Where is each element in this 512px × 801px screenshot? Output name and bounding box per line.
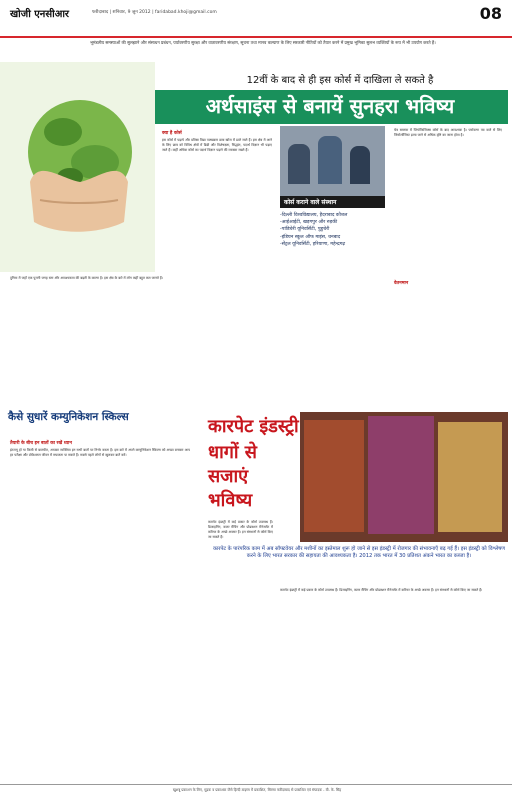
institute-item: -आईआईटी, खड़गपुर और रुड़की bbox=[280, 220, 338, 226]
carpet-roll bbox=[304, 420, 364, 532]
story1-bottom-text: दुनिया में जहाँ एक पुरानी जगह स्तर और आवश्यकता की बढ़ती के कारण है। इस क्षेत्र के बारे में लोग कहीं बहुत कम जानते हैं। bbox=[10, 276, 164, 280]
intro-text: भूमंडलीय समस्याओं की सुलझाने और संसाधन प्रबंधन, पर्यावरणीय सुरक्षा और वातावरणीय संरक्षण, सूचना तथा मानव कल्याण के लिए सरकारी नीतियों को तैयार करने में प्रमुख भूमिका सुलभ व्यक्तियों के रूप में भी उपयोग करते हैं। bbox=[90, 40, 436, 45]
footer-text: खुशबू प्रकाशन के लिए, मुद्रक व प्रकाशक जैसे हिन्दी टाइम्स में प्रकाशित, सिरसा फरीदाबाद से प्रकाशित एवं संपादक - बी. के. सिंह bbox=[172, 788, 342, 792]
carpet-shop-photo bbox=[300, 412, 508, 542]
newspaper-logo: खोजी एनसीआर bbox=[10, 9, 70, 20]
story1-column-1: इस कोर्स में पढ़ाये और प्रतिष्ठा विद्या पाठ्यक्रम छात्र खोज में डाले जाते हैं। इस क्षेत्र में आने के लिए छात्र को विविध क्षेत्रों में डिग्री और विशेषज्ञता, सिद्धांत, पदार्थ विज्ञान भी पढ़ाए जाते हैं। कहीं अधिक कोर्स का पदार्थ विज्ञान पढ़ाने की व्याख्या रखते हैं। bbox=[162, 138, 272, 153]
story3-text-right: कारपेट इंडस्ट्री में कई प्रकार के कोर्स उपलब्ध हैं। डिजाइनिंग, कलर मैचिंग और प्रोडक्शन मैनेजमेंट में करियर के अच्छे अवसर हैं। इन संस्थानों से कोर्स किए जा सकते हैं। bbox=[280, 588, 483, 592]
masthead-info: फरीदाबाद | शनिवार, 9 जुन 2012 | faridabad.khoji@gmail.com bbox=[92, 10, 217, 15]
story2-text: इंटरव्यू हो या किसी से बातचीत, आपका व्यक्तित्व इन सभी बातों पर निर्भर करता है। इस बारे में अपने कम्युनिकेशन स्किल्स को अच्छा बनाकर आप हर परीक्षा और प्रोफेशनल जीवन में सफलता पा सकते हैं। सबसे पहले लोगों से खुलकर बातें करें। bbox=[10, 448, 190, 458]
story3-headline-line2: धागों से bbox=[208, 442, 257, 463]
story3-caption: कारपेट के पारंपरिक काम में अब सॉफ्टवेयर और मशीनों का इस्तेमाल शुरू हो जाने से इस इंडस्ट्री में रोजगार की संभावनाएँ बढ़ गई हैं। इस इंडस्ट्री को विश्लेषण करने के लिए भारत सरकार की सहायता की आवश्यकता है। 2012 तक भारत में 30 प्रतिशत अंकने भारत का कब्जा है। bbox=[212, 546, 506, 559]
carpet-roll bbox=[368, 416, 434, 534]
students-photo bbox=[280, 126, 385, 196]
story2-tagline: तैयारी के बीच इन बातों का रखें ध्यान bbox=[10, 441, 72, 446]
institute-item: -सेंट्रल यूनिवर्सिटी, हरियाणा, महेन्द्रगढ़ bbox=[280, 241, 346, 247]
story1-kicker: 12वीं के बाद से ही इस कोर्स में दाखिला ले सकते है bbox=[246, 75, 434, 86]
story2-headline: कैसे सुधारें कम्युनिकेशन स्किल्स bbox=[8, 411, 129, 423]
student-figure bbox=[288, 144, 310, 184]
page-number: 08 bbox=[479, 4, 502, 23]
story1-column-2: चेत्र समस्या में जियोफिजिक्स कोर्स के बाद आवश्यक है। पर्यावरण पत्र वाले से लिए जियोलॉजिस्ट ढ़ाया जाने से अधिक दृष्टि का जाना होता है। bbox=[394, 128, 502, 138]
story3-headline-line3: सजाएं bbox=[208, 466, 249, 487]
story3-headline-line1: कारपेट इंडस्ट्री bbox=[208, 416, 299, 437]
institute-item: -इंडियन स्कूल ऑफ माइंस, धनबाद bbox=[280, 234, 341, 240]
institute-item: -दिल्ली विश्वविद्यालय, हैदराबाद कौशल bbox=[280, 213, 348, 218]
institutes-title: कोर्स कराने वाले संस्थान bbox=[284, 199, 337, 206]
story1-headline: अर्थसाइंस से बनायें सुनहरा भविष्य bbox=[205, 94, 455, 118]
masthead bbox=[0, 0, 512, 38]
hands-globe-image bbox=[0, 62, 155, 272]
institutes-list bbox=[280, 212, 385, 248]
carpet-roll bbox=[438, 422, 502, 532]
institute-item: -पांडिचेरी यूनिवर्सिटी, पुडुचेरी bbox=[280, 227, 330, 233]
student-figure bbox=[350, 146, 370, 184]
story3-headline-line4: भविष्य bbox=[208, 490, 253, 511]
story3-text-left: कारपेट इंडस्ट्री में कई प्रकार के कोर्स उपलब्ध हैं। डिजाइनिंग, कलर मैचिंग और प्रोडक्शन मैनेजमेंट में करियर के अच्छे अवसर हैं। इन संस्थानों से कोर्स किए जा सकते हैं। bbox=[208, 520, 273, 540]
story1-pay-title: वेतनमान bbox=[394, 281, 409, 286]
story1-subhead-what: क्या है कोर्स bbox=[162, 131, 182, 136]
student-figure bbox=[318, 136, 342, 184]
hands-globe-illustration bbox=[0, 62, 155, 272]
